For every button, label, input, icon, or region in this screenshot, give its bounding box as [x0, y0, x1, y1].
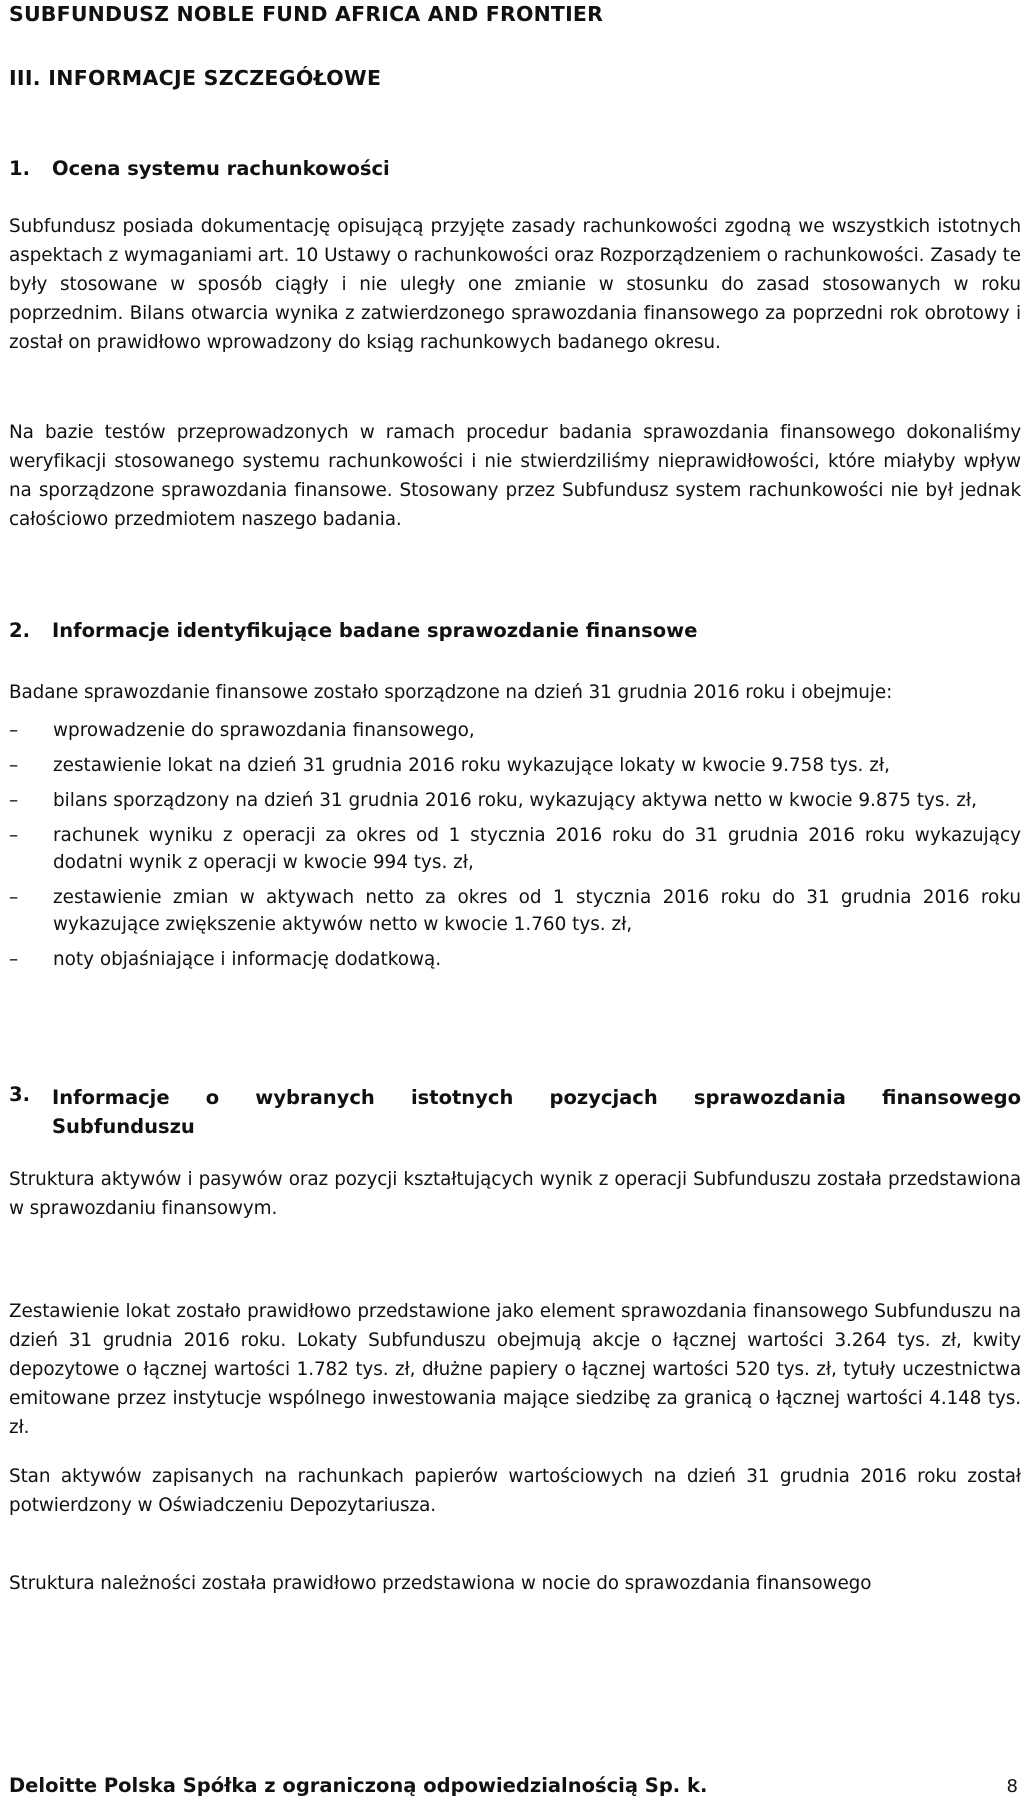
list-item: – zestawienie lokat na dzień 31 grudnia 2016 roku wykazujące lokaty w kwocie 9.758 tys. zł, — [9, 752, 1021, 779]
list-item: – rachunek wyniku z operacji za okres od 1 stycznia 2016 roku do 31 grudnia 2016 roku wykazujący dodatni wynik z operacji w kwocie 994 tys. zł, — [9, 822, 1021, 876]
section-2-title: Informacje identyfikujące badane sprawozdanie finansowe — [52, 619, 698, 642]
list-item: – wprowadzenie do sprawozdania finansowego, — [9, 717, 1021, 744]
section-2-intro: Badane sprawozdanie finansowe zostało sporządzone na dzień 31 grudnia 2016 roku i obejmuje: — [9, 682, 893, 703]
section-3-heading — [9, 1083, 1021, 1141]
list-item: – bilans sporządzony na dzień 31 grudnia 2016 roku, wykazujący aktywa netto w kwocie 9.875 tys. zł, — [9, 787, 1021, 814]
dash-bullet: – — [9, 949, 19, 970]
section-3-paragraph-1: Struktura aktywów i pasywów oraz pozycji kształtujących wynik z operacji Subfunduszu została przedstawiona w sprawozdaniu finansowym. — [9, 1169, 1021, 1219]
section-1-paragraph-1: Subfundusz posiada dokumentację opisującą przyjęte zasady rachunkowości zgodną we wszystkich istotnych aspektach z wymaganiami art. 10 Ustawy o rachunkowości oraz Rozporządzeniem o rachunkowości. Zasady te były stosowane w sposób ciągły i nie uległy one zmianie w stosunku do zasad stosowanych w roku poprzednim. Bilans otwarcia wynika z zatwierdzonego sprawozdania finansowego za poprzedni rok obrotowy i został on prawidłowo wprowadzony do ksiąg rachunkowych badanego okresu. — [9, 216, 1021, 353]
section-1-paragraph-2: Na bazie testów przeprowadzonych w ramach procedur badania sprawozdania finansowego dokonaliśmy weryfikacji stosowanego systemu rachunkowości i nie stwierdziliśmy nieprawidłowości, które miałyby wpływ na sporządzone sprawozdania finansowe. Stosowany przez Subfundusz system rachunkowości nie był jednak całościowo przedmiotem naszego badania. — [9, 422, 1021, 530]
section-3-paragraph-3: Stan aktywów zapisanych na rachunkach papierów wartościowych na dzień 31 grudnia 2016 roku został potwierdzony w Oświadczeniu Depozytariusza. — [9, 1466, 1021, 1516]
fund-header: SUBFUNDUSZ NOBLE FUND AFRICA AND FRONTIER — [9, 2, 604, 26]
section-1-heading — [9, 157, 390, 180]
page-number: 8 — [1006, 1776, 1018, 1797]
section-2-list — [9, 717, 1021, 981]
list-item: – noty objaśniające i informację dodatkową. — [9, 946, 1021, 973]
dash-bullet: – — [9, 755, 19, 776]
dash-bullet: – — [9, 720, 19, 741]
section-1-number: 1. — [9, 157, 30, 180]
section-title: III. INFORMACJE SZCZEGÓŁOWE — [9, 66, 382, 90]
section-3-paragraph-2: Zestawienie lokat zostało prawidłowo przedstawione jako element sprawozdania finansowego Subfunduszu na dzień 31 grudnia 2016 roku. Lokaty Subfunduszu obejmują akcje o łącznej wartości 3.264 tys. zł, kwity depozytowe o łącznej wartości 1.782 tys. zł, dłużne papiery o łącznej wartości 520 tys. zł, tytuły uczestnictwa emitowane przez instytucje wspólnego inwestowania mające siedzibę za granicą o łącznej wartości 4.148 tys. zł. — [9, 1301, 1021, 1438]
dash-bullet: – — [9, 887, 19, 908]
list-item: – zestawienie zmian w aktywach netto za okres od 1 stycznia 2016 roku do 31 grudnia 2016 roku wykazujące zwiększenie aktywów netto w kwocie 1.760 tys. zł, — [9, 884, 1021, 938]
section-3-title: Informacje o wybranych istotnych pozycjach sprawozdania finansowego Subfunduszu — [52, 1086, 1021, 1138]
dash-bullet: – — [9, 790, 19, 811]
section-2-heading — [9, 619, 697, 642]
section-3-number: 3. — [9, 1083, 30, 1106]
footer-company: Deloitte Polska Spółka z ograniczoną odpowiedzialnością Sp. k. — [9, 1774, 708, 1797]
dash-bullet: – — [9, 825, 19, 846]
section-1-title: Ocena systemu rachunkowości — [52, 157, 390, 180]
section-3-paragraph-4: Struktura należności została prawidłowo przedstawiona w nocie do sprawozdania finansowego — [9, 1573, 872, 1594]
section-2-number: 2. — [9, 619, 30, 642]
